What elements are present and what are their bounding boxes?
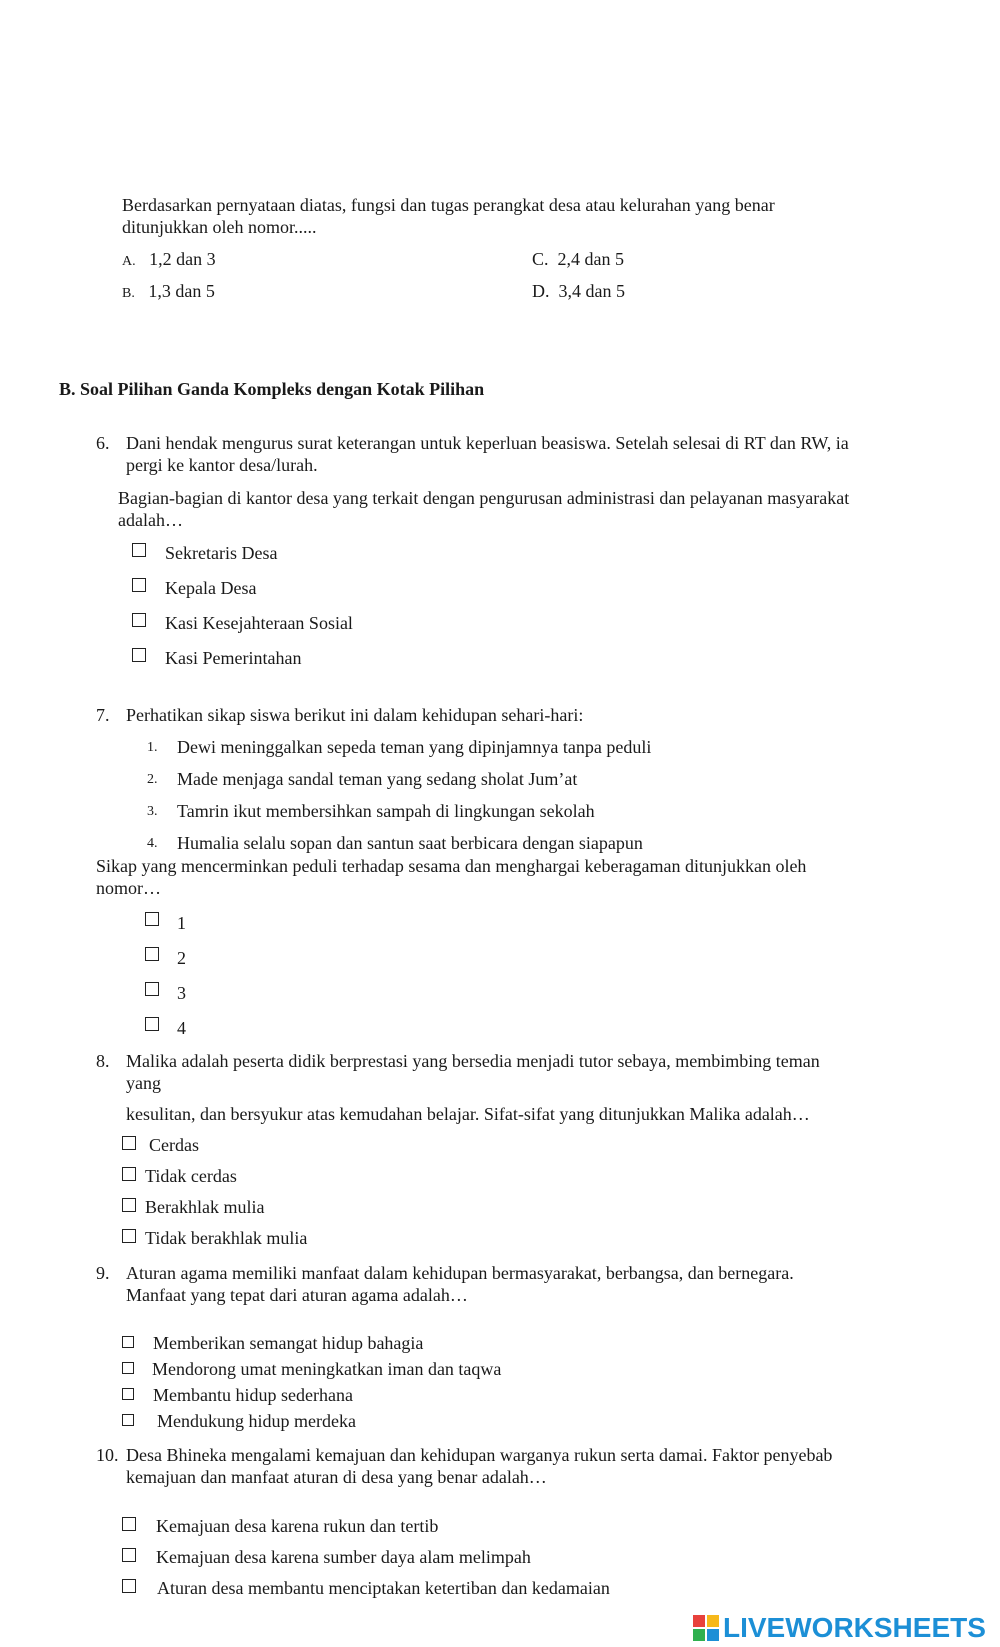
q8-option-3: Berakhlak mulia xyxy=(145,1197,265,1217)
q6-line2: pergi ke kantor desa/lurah. xyxy=(126,455,318,475)
q6-option-3: Kasi Kesejahteraan Sosial xyxy=(165,613,353,633)
q7-statement-3: Tamrin ikut membersihkan sampah di lingkungan sekolah xyxy=(177,801,595,821)
q5-option-a[interactable] xyxy=(122,248,216,273)
q5-stem-line1: Berdasarkan pernyataan diatas, fungsi dan tugas perangkat desa atau kelurahan yang benar xyxy=(122,195,775,215)
q5-option-b[interactable] xyxy=(122,280,215,305)
logo-square-red xyxy=(693,1615,705,1627)
option-text: 1,3 dan 5 xyxy=(148,281,215,301)
q8-checkbox-4[interactable] xyxy=(122,1229,136,1243)
q6-checkbox-4[interactable] xyxy=(132,648,146,662)
q7-statement-2-num: 2. xyxy=(147,772,158,787)
logo-square-green xyxy=(693,1629,705,1641)
q7-line1: Perhatikan sikap siswa berikut ini dalam kehidupan sehari-hari: xyxy=(126,705,584,725)
q6-line3: Bagian-bagian di kantor desa yang terkait dengan pengurusan administrasi dan pelayanan masyarakat xyxy=(118,488,850,508)
q7-checkbox-4[interactable] xyxy=(145,1017,159,1031)
logo-square-blue xyxy=(707,1629,719,1641)
q8-number: 8. xyxy=(96,1051,110,1071)
q5-stem-line2: ditunjukkan oleh nomor..... xyxy=(122,217,317,237)
q6-line4: adalah… xyxy=(118,510,183,530)
q5-option-c[interactable] xyxy=(532,248,624,270)
option-text: 1,2 dan 3 xyxy=(149,249,216,269)
q9-number: 9. xyxy=(96,1263,110,1283)
q6-number: 6. xyxy=(96,433,110,453)
option-letter: D. xyxy=(532,281,550,301)
q7-statement-1-num: 1. xyxy=(147,740,158,755)
q7-number: 7. xyxy=(96,705,110,725)
section-b-title: B. Soal Pilihan Ganda Kompleks dengan Kotak Pilihan xyxy=(59,379,485,399)
q6-checkbox-2[interactable] xyxy=(132,578,146,592)
q10-line1: Desa Bhineka mengalami kemajuan dan kehidupan warganya rukun serta damai. Faktor penyebab xyxy=(126,1445,833,1465)
q7-statement-4-num: 4. xyxy=(147,836,158,851)
q6-checkbox-1[interactable] xyxy=(132,543,146,557)
q10-checkbox-3[interactable] xyxy=(122,1579,136,1593)
q6-option-4: Kasi Pemerintahan xyxy=(165,648,302,668)
q7-option-3: 3 xyxy=(177,983,186,1003)
q6-option-1: Sekretaris Desa xyxy=(165,543,278,563)
q7-line2: Sikap yang mencerminkan peduli terhadap sesama dan menghargai keberagaman ditunjukkan oleh xyxy=(96,856,807,876)
q9-option-2: Mendorong umat meningkatkan iman dan taqwa xyxy=(152,1359,502,1379)
q10-option-2: Kemajuan desa karena sumber daya alam melimpah xyxy=(156,1547,531,1567)
option-letter: A. xyxy=(122,254,136,269)
q7-statement-2: Made menjaga sandal teman yang sedang sholat Jum’at xyxy=(177,769,578,789)
logo-mark-icon xyxy=(693,1615,719,1641)
q8-checkbox-1[interactable] xyxy=(122,1136,136,1150)
q10-option-1: Kemajuan desa karena rukun dan tertib xyxy=(156,1516,439,1536)
q6-line1: Dani hendak mengurus surat keterangan untuk keperluan beasiswa. Setelah selesai di RT dan RW, ia xyxy=(126,433,849,453)
q10-checkbox-2[interactable] xyxy=(122,1548,136,1562)
q8-option-4: Tidak berakhlak mulia xyxy=(145,1228,308,1248)
q5-option-d[interactable] xyxy=(532,280,625,302)
q8-checkbox-2[interactable] xyxy=(122,1167,136,1181)
q9-option-4: Mendukung hidup merdeka xyxy=(157,1411,356,1431)
q10-checkbox-1[interactable] xyxy=(122,1517,136,1531)
q10-option-3: Aturan desa membantu menciptakan ketertiban dan kedamaian xyxy=(157,1578,610,1598)
q8-line2: yang xyxy=(126,1073,161,1093)
q9-checkbox-4[interactable] xyxy=(122,1414,134,1426)
q9-checkbox-3[interactable] xyxy=(122,1388,134,1400)
q7-option-1: 1 xyxy=(177,913,186,933)
q8-option-2: Tidak cerdas xyxy=(145,1166,237,1186)
q6-option-2: Kepala Desa xyxy=(165,578,257,598)
q8-line1: Malika adalah peserta didik berprestasi yang bersedia menjadi tutor sebaya, membimbing teman xyxy=(126,1051,820,1071)
logo-text: LIVEWORKSHEETS xyxy=(723,1612,986,1643)
option-letter: B. xyxy=(122,286,135,301)
q7-checkbox-2[interactable] xyxy=(145,947,159,961)
q8-option-1: Cerdas xyxy=(149,1135,199,1155)
q9-line1: Aturan agama memiliki manfaat dalam kehidupan bermasyarakat, berbangsa, dan bernegara. xyxy=(126,1263,794,1283)
q7-statement-1: Dewi meninggalkan sepeda teman yang dipinjamnya tanpa peduli xyxy=(177,737,652,757)
liveworksheets-logo xyxy=(693,1612,986,1644)
q7-statement-3-num: 3. xyxy=(147,804,158,819)
q10-line2: kemajuan dan manfaat aturan di desa yang benar adalah… xyxy=(126,1467,547,1487)
q7-option-4: 4 xyxy=(177,1018,186,1038)
q7-checkbox-1[interactable] xyxy=(145,912,159,926)
q7-checkbox-3[interactable] xyxy=(145,982,159,996)
q9-line2: Manfaat yang tepat dari aturan agama adalah… xyxy=(126,1285,468,1305)
option-text: 2,4 dan 5 xyxy=(557,249,625,269)
q8-line3: kesulitan, dan bersyukur atas kemudahan belajar. Sifat-sifat yang ditunjukkan Malika adalah… xyxy=(126,1104,810,1124)
q9-checkbox-2[interactable] xyxy=(122,1362,134,1374)
q8-checkbox-3[interactable] xyxy=(122,1198,136,1212)
option-text: 3,4 dan 5 xyxy=(558,281,625,301)
option-letter: C. xyxy=(532,249,549,269)
q7-option-2: 2 xyxy=(177,948,186,968)
logo-square-yellow xyxy=(707,1615,719,1627)
q10-number: 10. xyxy=(96,1445,119,1465)
q9-checkbox-1[interactable] xyxy=(122,1336,134,1348)
q7-line3: nomor… xyxy=(96,878,161,898)
q9-option-1: Memberikan semangat hidup bahagia xyxy=(153,1333,424,1353)
q6-checkbox-3[interactable] xyxy=(132,613,146,627)
q7-statement-4: Humalia selalu sopan dan santun saat berbicara dengan siapapun xyxy=(177,833,643,853)
q9-option-3: Membantu hidup sederhana xyxy=(153,1385,353,1405)
